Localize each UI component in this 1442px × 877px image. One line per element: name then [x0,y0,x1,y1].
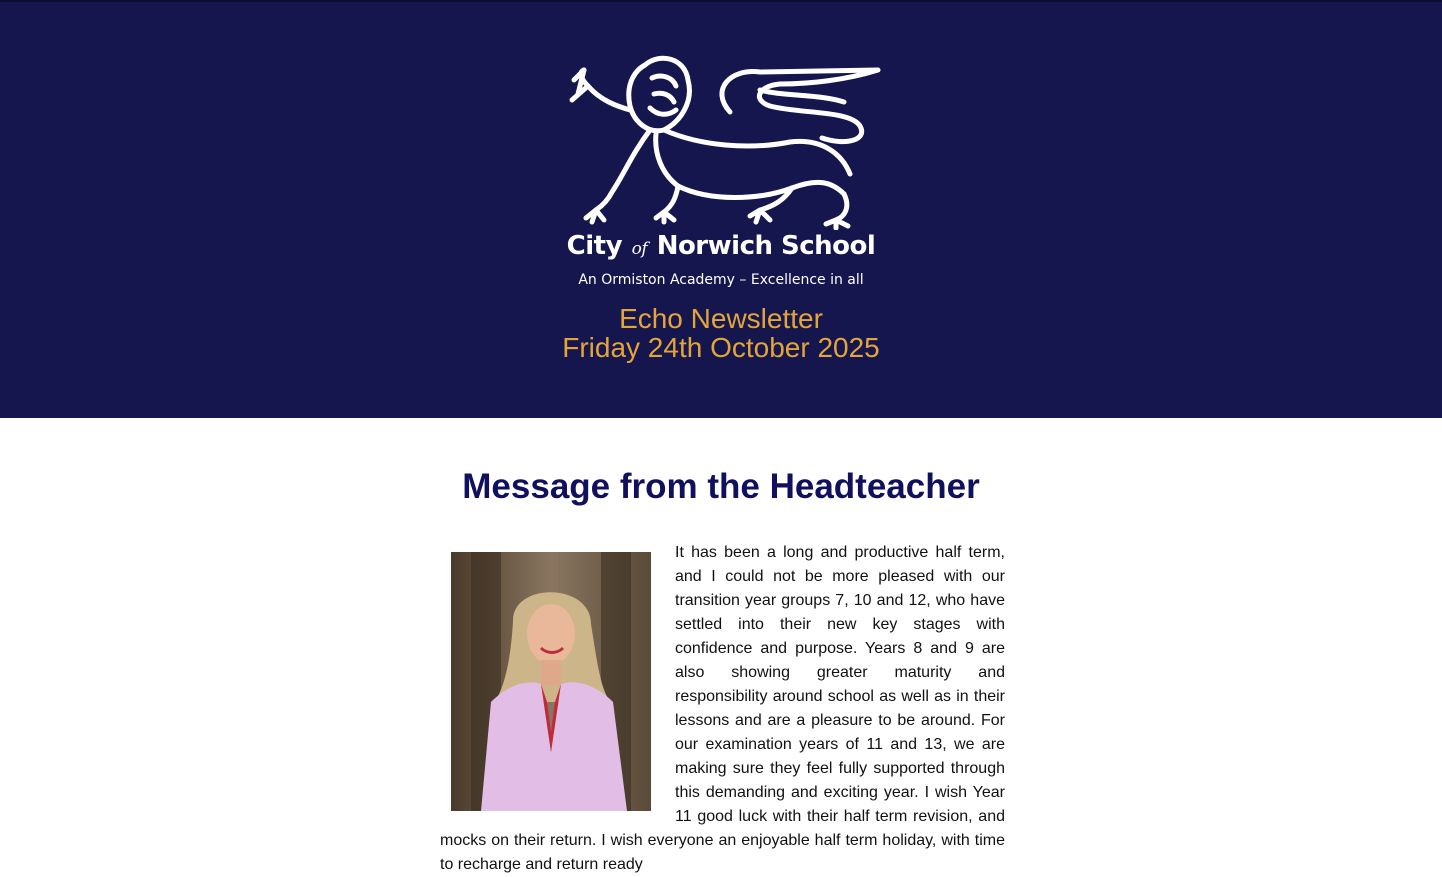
message-body: It has been a long and productive half term, and I could not be more pleased with our transition year groups 7, 10 and 12, who have settled into their new key stages with confidence and purpose. Years 8 and 9 are also showing greater maturity and responsibility around school as well as in their lessons and are a pleasure to be around. For our examination years of 11 and 13, we are making sure they feel fully supported through this demanding and exciting year. I wish Year 11 good luck with their half term revision, and mocks on their return. I wish everyone an enjoyable half term holiday, with time to recharge and return ready [440,544,1005,873]
newsletter-header [0,0,1442,418]
section-heading: Message from the Headteacher [462,467,980,506]
school-name-city: City [566,231,623,261]
school-name-rest: Norwich School [656,231,876,261]
lion-crest-icon [560,50,885,230]
school-name-of: of [631,239,648,259]
newsletter-date: Friday 24th October 2025 [562,332,880,363]
headteacher-message [440,541,1005,877]
headteacher-photo [451,552,651,811]
school-tagline: An Ormiston Academy – Excellence in all [578,272,864,288]
newsletter-title: Echo Newsletter [619,303,823,334]
school-name [0,231,1442,261]
